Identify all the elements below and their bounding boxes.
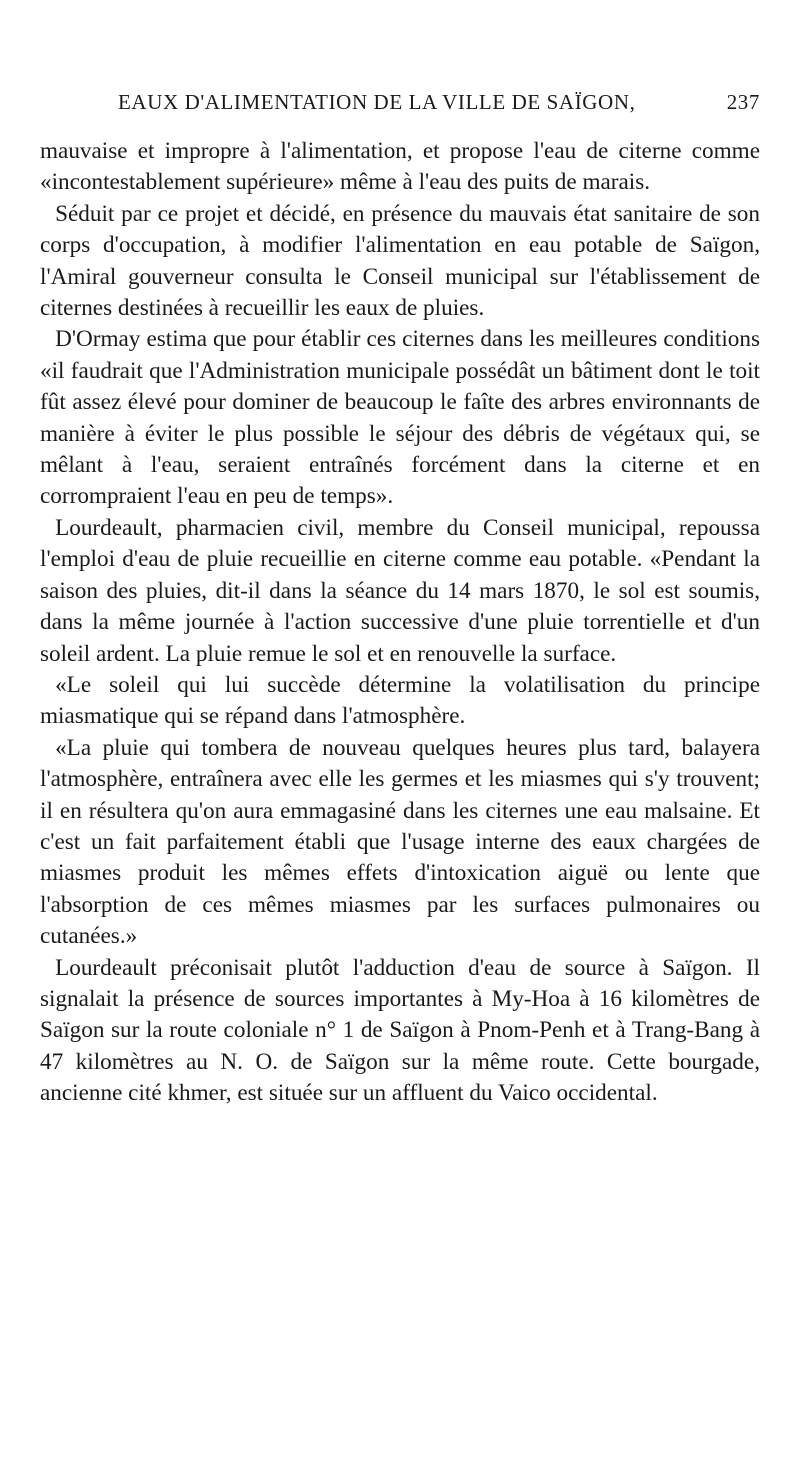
paragraph-continuation: mauvaise et impropre à l'alimentation, et propose l'eau de citerne comme «incontestablement supérieure» même à l'eau des puits de marais. bbox=[40, 138, 760, 196]
paragraph: Lourdeault préconisait plutôt l'adduction d'eau de source à Saïgon. Il signalait la présence de sources importantes à My-Hoa à 16 kilomètres de Saïgon sur la route coloniale n° 1 de Saïgon à Pnom-Penh et à Trang-Bang à 47 kilomètres au N. O. de Saïgon sur la même route. Cette bourgade, ancienne cité khmer, est située sur un affluent du Vaico occidental. bbox=[40, 954, 760, 1107]
page-number: 237 bbox=[726, 90, 760, 114]
body-text bbox=[40, 136, 760, 1110]
paragraph: «La pluie qui tombera de nouveau quelques heures plus tard, balayera l'atmosphère, entraînera avec elle les germes et les miasmes qui s'y trouvent; il en résultera qu'on aura emmagasiné dans les citernes une eau malsaine. Et c'est un fait parfaitement établi que l'usage interne des eaux chargées de miasmes produit les mêmes effets d'intoxication aiguë ou lente que l'absorption de ces mêmes miasmes par les surfaces pulmonaires ou cutanées.» bbox=[40, 734, 760, 950]
running-head bbox=[118, 90, 760, 115]
running-head-title: EAUX D'ALIMENTATION DE LA VILLE DE SAÏGON, bbox=[118, 90, 636, 114]
paragraph: Séduit par ce projet et décidé, en présence du mauvais état sanitaire de son corps d'occupation, à modifier l'alimentation en eau potable de Saïgon, l'Amiral gouverneur consulta le Conseil municipal sur l'établissement de citernes destinées à recueillir les eaux de pluies. bbox=[40, 200, 760, 322]
paragraph: «Le soleil qui lui succède détermine la volatilisation du principe miasmatique qui se répand dans l'atmosphère. bbox=[40, 671, 760, 730]
paragraph: D'Ormay estima que pour établir ces citernes dans les meilleures conditions «il faudrait que l'Administration municipale possédât un bâtiment dont le toit fût assez élevé pour dominer de beaucoup le faîte des arbres environnants de manière à éviter le plus possible le séjour des débris de végétaux qui, se mêlant à l'eau, seraient entraînés forcément dans la citerne et en corrompraient l'eau en peu de temps». bbox=[40, 326, 760, 510]
paragraph: Lourdeault, pharmacien civil, membre du Conseil municipal, repoussa l'emploi d'eau de pluie recueillie en citerne comme eau potable. «Pendant la saison des pluies, dit-il dans la séance du 14 mars 1870, le sol est soumis, dans la même journée à l'action successive d'une pluie torrentielle et d'un soleil ardent. La pluie remue le sol et en renouvelle la surface. bbox=[40, 514, 760, 667]
